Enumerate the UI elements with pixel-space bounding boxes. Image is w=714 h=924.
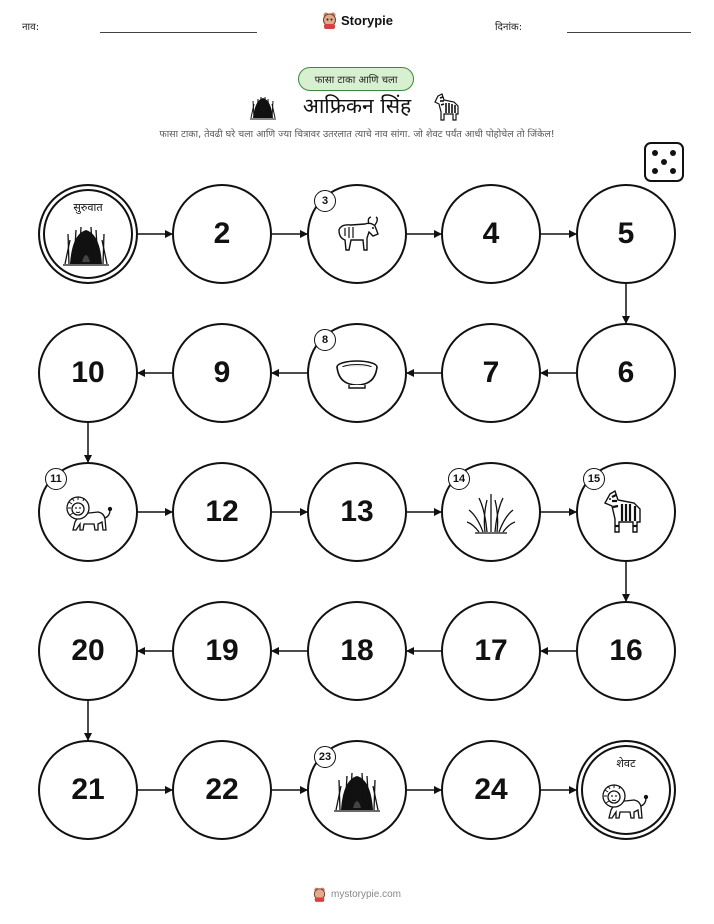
game-type-pill: फासा टाका आणि चला (298, 67, 414, 91)
cell-number: 13 (340, 495, 374, 528)
board-cell-11 (38, 462, 138, 562)
cell-number: 7 (482, 356, 500, 389)
board-cell-14 (441, 462, 541, 562)
grass-bush-icon (60, 218, 112, 270)
board-cell-24 (441, 740, 541, 840)
board-cell-12 (172, 462, 272, 562)
board-cell-8 (307, 323, 407, 423)
zebra-icon (600, 486, 652, 538)
cell-number: 12 (205, 495, 239, 528)
board-cell-3 (307, 184, 407, 284)
board-cell-6 (576, 323, 676, 423)
finish-cell (576, 740, 676, 840)
cell-number: 20 (71, 634, 105, 667)
board-cell-18 (307, 601, 407, 701)
board-cell-13 (307, 462, 407, 562)
cell-number: 6 (617, 356, 635, 389)
date-label: दिनांक: (495, 22, 523, 33)
cell-number: 19 (205, 634, 239, 667)
board-cell-23 (307, 740, 407, 840)
cell-number: 9 (213, 356, 231, 389)
cell-number: 10 (71, 356, 105, 389)
cell-number-badge: 23 (314, 746, 336, 768)
wildebeest-icon (331, 208, 383, 260)
cell-number: 16 (609, 634, 643, 667)
board-cell-9 (172, 323, 272, 423)
bowl-icon (331, 347, 383, 399)
lion-icon (62, 486, 114, 538)
board-cell-21 (38, 740, 138, 840)
cell-number: 4 (482, 217, 500, 250)
cell-number: 2 (213, 217, 231, 250)
board-cell-16 (576, 601, 676, 701)
grass-bush-icon (331, 764, 383, 816)
cell-number-badge: 15 (583, 468, 605, 490)
start-label: सुरुवात (73, 201, 103, 214)
board-cell-20 (38, 601, 138, 701)
cell-number-badge: 8 (314, 329, 336, 351)
cell-number: 22 (205, 773, 239, 806)
finish-label: शेवट (616, 757, 636, 770)
cell-number: 18 (340, 634, 374, 667)
storypie-mascot-icon (313, 887, 326, 902)
brand-name: Storypie (341, 13, 394, 28)
board-cell-5 (576, 184, 676, 284)
cell-number: 21 (71, 773, 105, 806)
grass-icon (465, 486, 517, 538)
start-cell (38, 184, 138, 284)
instructions-text: फासा टाका, तेवढी घरे चला आणि ज्या चित्रावर उतरलात त्याचे नाव सांगा. जो शेवट पर्यंत आधी पोहोचेल तो जिंकेल! (159, 129, 555, 140)
board-cell-22 (172, 740, 272, 840)
board-cell-7 (441, 323, 541, 423)
footer (0, 887, 714, 902)
board-cell-2 (172, 184, 272, 284)
footer-url: mystorypie.com (330, 889, 401, 900)
cell-number: 5 (617, 217, 635, 250)
cell-number: 24 (474, 773, 508, 806)
cell-number: 17 (474, 634, 508, 667)
board-cell-15 (576, 462, 676, 562)
cell-number-badge: 3 (314, 190, 336, 212)
board-cell-19 (172, 601, 272, 701)
cell-number-badge: 11 (45, 468, 67, 490)
lion-icon (598, 774, 650, 826)
cell-number-badge: 14 (448, 468, 470, 490)
board-cell-4 (441, 184, 541, 284)
board-cell-17 (441, 601, 541, 701)
page-title: आफ्रिकन सिंह (302, 94, 412, 118)
name-label: नाव: (22, 22, 40, 33)
board-cell-10 (38, 323, 138, 423)
